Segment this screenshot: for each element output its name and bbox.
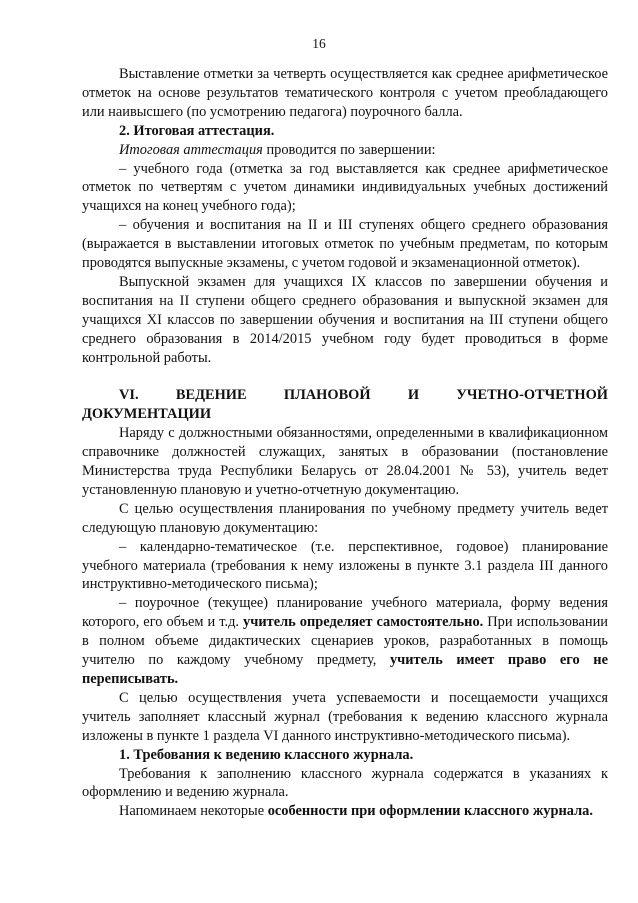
spacer (82, 368, 608, 387)
paragraph-class-journal: С целью осуществления учета успеваемости и посещаемости учащихся учитель заполняет классный журнал (требования к ведению классного журнала изложены в пункте 1 раздела VI данного инструктивно-методического письма). (82, 689, 608, 744)
paragraph-reminder: Напоминаем некоторые особенности при оформлении классного журнала. (119, 803, 593, 820)
chapter-heading-line2: ДОКУМЕНТАЦИИ (82, 406, 212, 423)
paragraph-journal-instructions: Требования к заполнению классного журнала содержатся в указаниях к оформлению и ведению журнала. (82, 765, 608, 801)
emphasis-term: Итоговая аттестация (119, 141, 263, 158)
chapter-heading-line1: VI. ВЕДЕНИЕ ПЛАНОВОЙ И УЧЕТНО-ОТЧЕТНОЙ (119, 387, 608, 404)
paragraph-duties: Наряду с должностными обязанностями, определенными в квалификационном справочнике должностей служащих, занятых в образовании (постановление Министерства труда Республики Беларусь от 28.04.2001 № 53), учитель ведет установленную плановую и учетно-отчетную документацию. (82, 425, 608, 498)
paragraph-graduation-exam: Выпускной экзамен для учащихся IX классов по завершении обучения и воспитания на II ступени общего среднего образования и выпускной экзамен для учащихся XI классов по завершении обучения и воспитания на III ступени общего среднего образования в 2014/2015 учебном году будет проводиться в форме контрольной работы. (82, 273, 608, 366)
section-heading-journal-requirements: 1. Требования к ведению классного журнала. (119, 746, 414, 763)
paragraph-planning: С целью осуществления планирования по учебному предмету учитель ведет следующую плановую документацию: (82, 500, 608, 536)
list-item-lesson-planning: – поурочное (текущее) планирование учебного материала, форму ведения которого, его объем и т.д. учитель определяет самостоятельно. При использовании в полном объеме дидактических сценариев уроков, разработанных в помощь учителю по каждому учебному предмету, учитель имеет право его не переписывать. (82, 595, 609, 687)
list-item-calendar-planning: – календарно-тематическое (т.е. перспективное, годовое) планирование учебного материала (требования к нему изложены в пункте 3.1 раздела III данного инструктивно-методического письма); (82, 538, 608, 593)
document-body (82, 65, 608, 821)
list-item-education-stages: – обучения и воспитания на II и III ступенях общего среднего образования (выражается в выставлении итоговых отметок по учебным предметам, по которым проводятся выпускные экзамены, с учетом годовой и экзаменационной отметок). (82, 217, 608, 272)
page-number: 16 (312, 36, 326, 51)
chapter-heading (82, 386, 608, 424)
paragraph-quarter-mark: Выставление отметки за четверть осуществляется как среднее арифметическое отметок на основе результатов тематического контроля с учетом преобладающего или наивысшего (по усмотрению педагога) поурочного балла. (82, 66, 608, 120)
paragraph-final-attestation-intro: Итоговая аттестация проводится по завершении: (119, 141, 436, 158)
list-item-school-year: – учебного года (отметка за год выставляется как среднее арифметическое отметок по четвертям с учетом динамики индивидуальных учебных достижений учащихся на конец учебного года); (82, 160, 608, 215)
section-heading-final-attestation: 2. Итоговая аттестация. (119, 122, 275, 139)
